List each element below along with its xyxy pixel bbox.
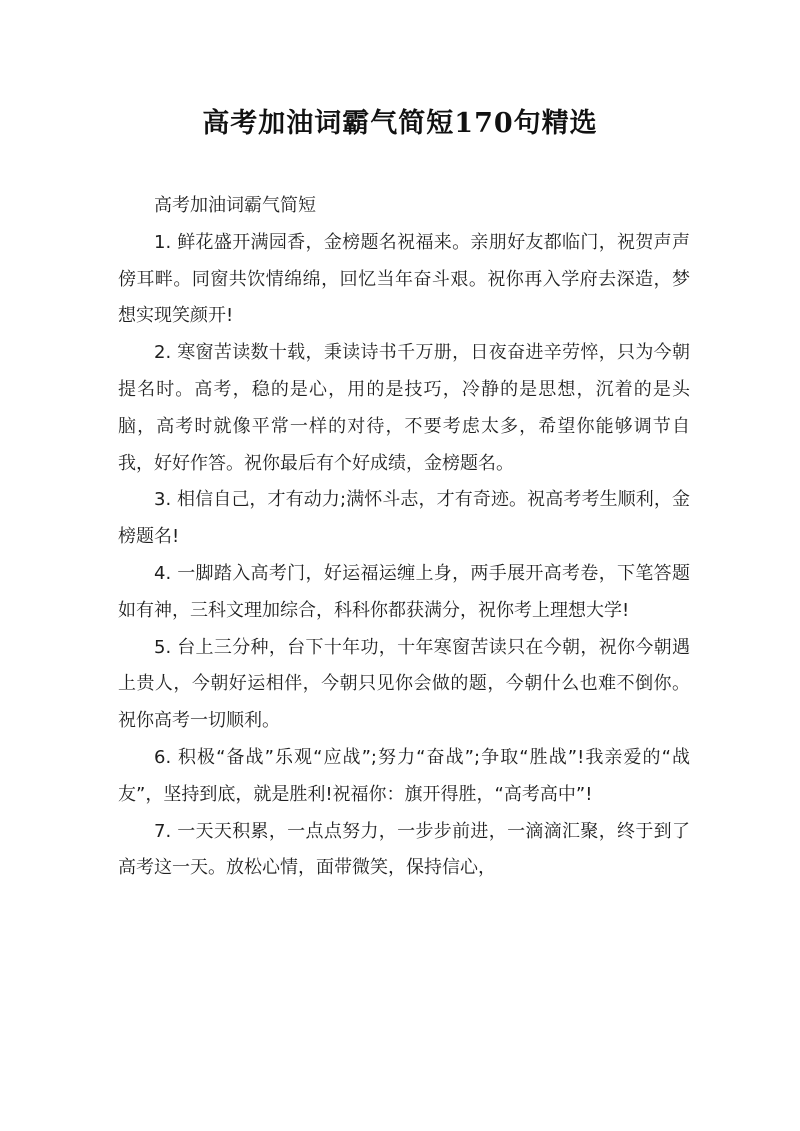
paragraph-7: 7. 一天天积累，一点点努力，一步步前进，一滴滴汇聚，终于到了高考这一天。放松心情，面带微笑，保持信心， [118,820,690,879]
document-body [118,188,690,887]
paragraph-1: 1. 鲜花盛开满园香，金榜题名祝福来。亲朋好友都临门，祝贺声声傍耳畔。同窗共饮情绵绵，回忆当年奋斗艰。祝你再入学府去深造，梦想实现笑颜开! [118,231,690,327]
paragraph-5: 5. 台上三分种，台下十年功，十年寒窗苦读只在今朝，祝你今朝遇上贵人，今朝好运相伴，今朝只见你会做的题，今朝什么也难不倒你。祝你高考一切顺利。 [118,636,690,732]
document-title: 高考加油词霸气简短170句精选 [202,108,598,139]
paragraph-6: 6. 积极“备战”乐观“应战”;努力“奋战”;争取“胜战”!我亲爱的“战友”，坚持到底，就是胜利!祝福你：旗开得胜，“高考高中”! [118,746,690,805]
paragraph-3: 3. 相信自己，才有动力;满怀斗志，才有奇迹。祝高考考生顺利，金榜题名! [118,489,690,548]
paragraph-4: 4. 一脚踏入高考门，好运福运缠上身，两手展开高考卷，下笔答题如有神，三科文理加综合，科科你都获满分，祝你考上理想大学! [118,562,690,621]
paragraph-2: 2. 寒窗苦读数十载，秉读诗书千万册，日夜奋进辛劳悴，只为今朝提名时。高考，稳的是心，用的是技巧，冷静的是思想，沉着的是头脑，高考时就像平常一样的对待，不要考虑太多，希望你能够调节自我，好好作答。祝你最后有个好成绩，金榜题名。 [118,342,690,474]
section-subheading: 高考加油词霸气简短 [154,195,316,216]
